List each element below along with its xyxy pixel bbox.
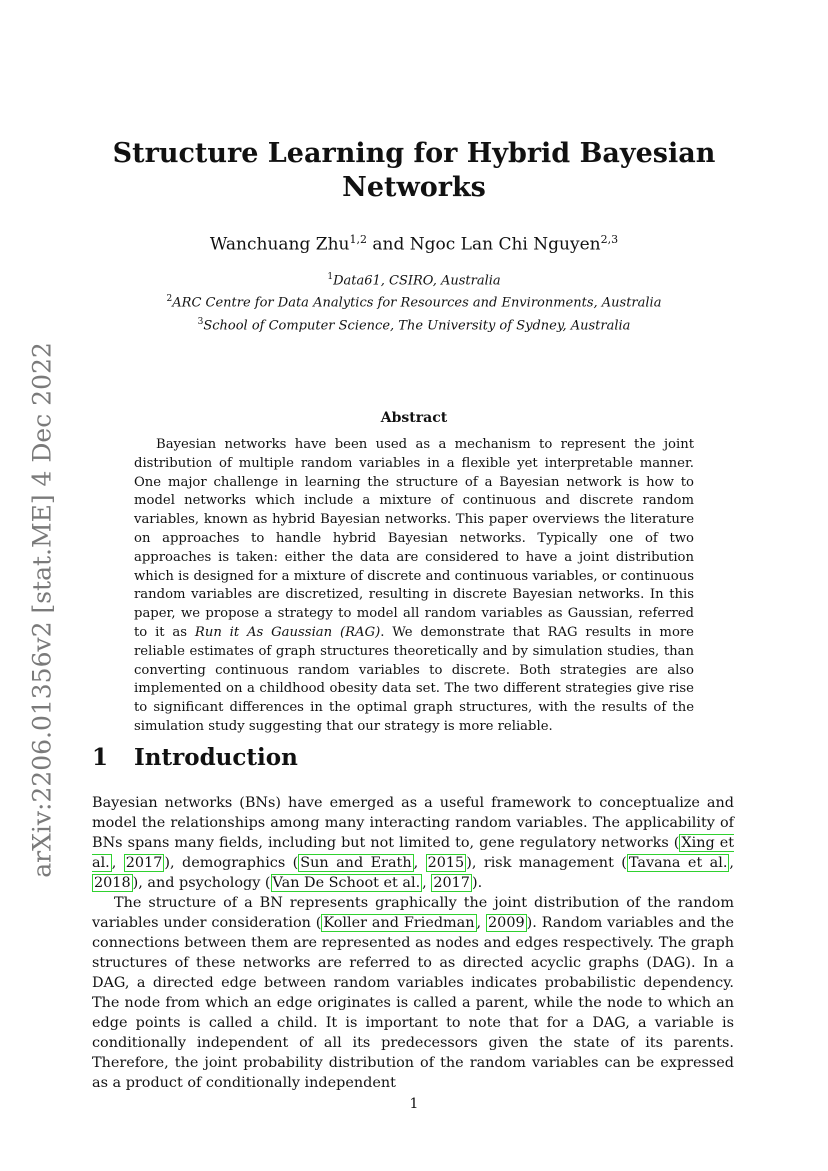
affiliation-1-text: Data61, CSIRO, Australia [333,273,501,289]
author-1: Wanchuang Zhu [209,234,350,255]
abstract-text-part-1: Bayesian networks have been used as a mechanism to represent the joint distribution of multiple random variables in a flexible yet interpretable manner. One major challenge in learning the structure of a Bayesian network is how to model networks which include a mixture of continuous and discrete random variables, known as hybrid Bayesian networks. This paper overviews the literature on approaches to handle hybrid Bayesian networks. Typically one of two approaches is taken: either the data are considered to have a joint distribution which is designed for a mixture of discrete and continuous variables, or continuous random variables are discretized, resulting in discrete Bayesian networks. In this paper, we propose a strategy to model all random variables as Gaussian, referred to it as [134,437,694,640]
citation-link[interactable]: Van De Schoot et al. [272,875,421,891]
affiliation-3-mark: 3 [197,316,204,327]
intro-p1-text: , [729,855,734,871]
abstract-text [134,436,694,737]
citation-link[interactable]: 2017 [125,855,163,871]
intro-p2-text: , [476,915,487,931]
affiliation-list [0,268,828,335]
intro-p1-text: , [413,855,426,871]
section-title: Introduction [134,744,298,771]
arxiv-identifier-stamp[interactable]: arXiv:2206.01356v2 [stat.ME] 4 Dec 2022 [27,342,57,878]
affiliation-1 [0,268,828,290]
intro-p1-text: ). [471,875,483,891]
intro-p2-text: ). Random variables and the connections between them are represented as nodes and edges respectively. The graph structures of these networks are referred to as directed acyclic graphs (DAG). In a DAG, a directed edge between random variables indicates probabilistic dependency. The node from which an edge originates is called a parent, while the node to which an edge points is called a child. It is important to note that for a DAG, a variable is conditionally independent of all its predecessors given the state of its parents. Therefore, the joint probability distribution of the random variables can be expressed as a product of conditionally independent [92,915,735,1091]
abstract-paragraph [134,436,694,737]
intro-p1-text: , [111,855,124,871]
intro-p1-text: ), demographics ( [164,855,299,871]
citation-link[interactable]: Xing et al. [92,835,734,871]
affiliation-2 [0,290,828,312]
intro-p1-text: Bayesian networks (BNs) have emerged as a useful framework to conceptualize and model the relationships among many interacting random variables. The applicability of BNs spans many fields, including but not limited to, gene regulatory networks ( [92,795,734,851]
author-separator: and [366,234,410,255]
affiliation-3-text: School of Computer Science, The University of Sydney, Australia [203,317,631,333]
page-number: 1 [409,1096,419,1112]
affiliation-2-text: ARC Centre for Data Analytics for Resources and Environments, Australia [172,295,662,311]
section-number: 1 [92,744,109,771]
citation-link[interactable]: Koller and Friedman [323,915,475,931]
intro-paragraph-2 [92,893,734,1093]
affiliation-1-mark: 1 [327,272,334,282]
intro-p1-text: ), risk management ( [466,855,627,871]
section-heading-introduction [92,744,298,771]
abstract-heading: Abstract [380,410,448,426]
citation-link[interactable]: 2009 [488,915,525,931]
author-2-affil-marks: 2,3 [600,233,619,246]
citation-link[interactable]: Sun and Erath [300,855,412,871]
citation-link[interactable]: 2017 [433,875,470,891]
intro-p2-text: The structure of a BN represents graphically the joint distribution of the random variables under consideration ( [92,895,734,931]
citation-link[interactable]: 2015 [427,855,465,871]
introduction-body [92,793,734,1093]
abstract-emphasis: Run it As Gaussian (RAG) [194,624,381,640]
citation-link[interactable]: Tavana et al. [628,855,728,871]
title-line-2: Networks [342,172,486,203]
author-1-affil-marks: 1,2 [349,233,367,246]
intro-p1-text: ), and psychology ( [132,875,271,891]
author-2: Ngoc Lan Chi Nguyen [409,234,601,255]
intro-paragraph-1 [92,793,734,893]
affiliation-2-mark: 2 [166,294,173,305]
author-list [0,228,828,257]
paper-title [0,137,828,205]
title-line-1: Structure Learning for Hybrid Bayesian [112,138,716,169]
intro-p1-text: , [422,875,432,891]
abstract-text-part-2: . We demonstrate that RAG results in more reliable estimates of graph structures theoretically and by simulation studies, than converting continuous random variables to discrete. Both strategies are also implemented on a childhood obesity data set. The two different strategies give rise to significant differences in the optimal graph structures, with the results of the simulation study suggesting that our strategy is more reliable. [134,624,694,734]
affiliation-3 [0,313,828,335]
citation-link[interactable]: 2018 [94,875,131,891]
